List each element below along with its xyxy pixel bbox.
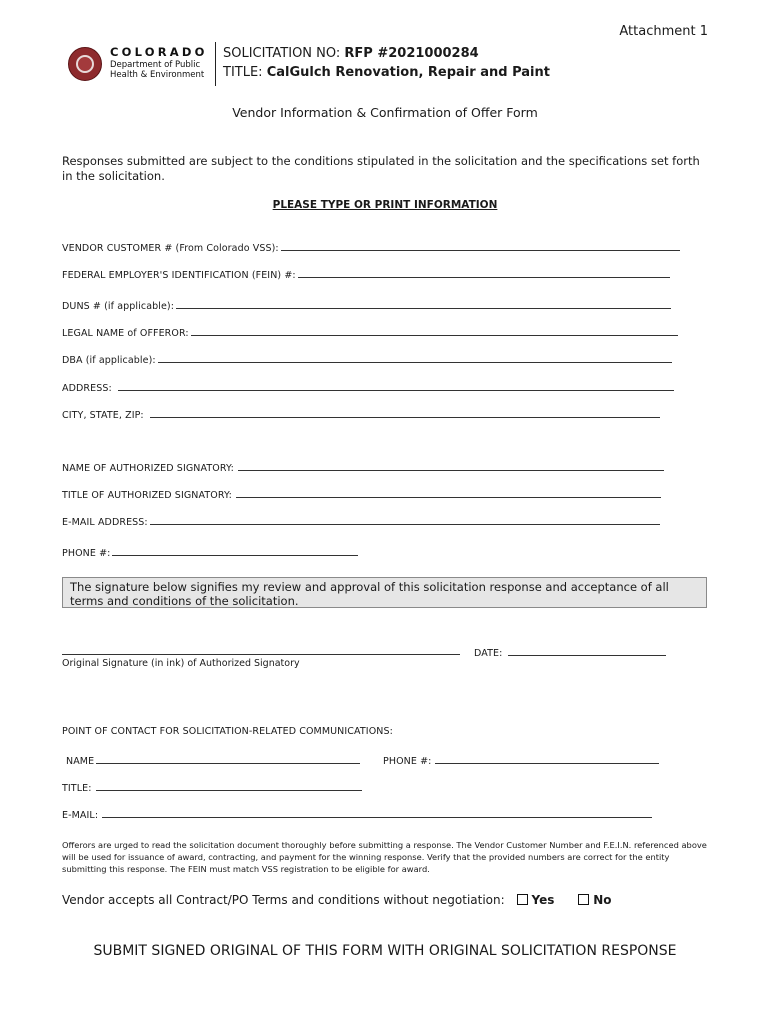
contact-phone-field — [383, 753, 659, 767]
signatory-name-input[interactable] — [238, 460, 664, 471]
no-label: No — [593, 893, 612, 907]
city-state-zip-field — [62, 407, 660, 421]
signatory-name-label: NAME OF AUTHORIZED SIGNATORY: — [62, 463, 234, 474]
fein-label: FEDERAL EMPLOYER'S IDENTIFICATION (FEIN) #: — [62, 270, 296, 281]
signature-caption: Original Signature (in ink) of Authorized Signatory — [62, 658, 300, 669]
solicitation-value: RFP #2021000284 — [344, 46, 479, 61]
date-label: DATE: — [474, 648, 503, 659]
contact-title-input[interactable] — [96, 780, 362, 791]
signature-notice-box: The signature below signifies my review and approval of this solicitation response and acceptance of all terms and conditions of the solicitation. — [62, 577, 707, 608]
acceptance-line — [62, 893, 612, 907]
address-input[interactable] — [118, 380, 674, 391]
city-state-zip-label: CITY, STATE, ZIP: — [62, 410, 144, 421]
signatory-phone-input[interactable] — [112, 545, 358, 556]
yes-label: Yes — [531, 893, 555, 907]
duns-field — [62, 298, 671, 312]
vendor-customer-input[interactable] — [281, 240, 680, 251]
contact-name-input[interactable] — [96, 753, 360, 764]
signatory-title-field — [62, 487, 661, 501]
signatory-email-input[interactable] — [150, 514, 660, 525]
contact-title-label: TITLE: — [62, 783, 92, 794]
intro-text: Responses submitted are subject to the conditions stipulated in the solicitation and the specifications set forth in the solicitation. — [62, 154, 700, 183]
signatory-title-input[interactable] — [236, 487, 661, 498]
form-title: Vendor Information & Confirmation of Offer Form — [232, 105, 538, 120]
submit-notice: SUBMIT SIGNED ORIGINAL OF THIS FORM WITH ORIGINAL SOLICITATION RESPONSE — [93, 943, 677, 959]
attachment-label: Attachment 1 — [619, 24, 708, 39]
solicitation-number-line — [223, 46, 479, 61]
logo-state-name: COLORADO — [110, 45, 208, 59]
cdphe-logo — [68, 45, 210, 85]
legal-name-input[interactable] — [191, 325, 678, 336]
solicitation-title-line — [223, 65, 550, 80]
signatory-email-label: E-MAIL ADDRESS: — [62, 517, 148, 528]
dba-input[interactable] — [158, 352, 672, 363]
solicitation-label: SOLICITATION NO: — [223, 46, 341, 61]
contact-title-field — [62, 780, 362, 794]
vendor-customer-label: VENDOR CUSTOMER # (From Colorado VSS): — [62, 243, 279, 254]
no-checkbox[interactable] — [578, 894, 589, 905]
logo-department — [110, 60, 204, 80]
contact-heading: POINT OF CONTACT FOR SOLICITATION-RELATED COMMUNICATIONS: — [62, 726, 393, 737]
contact-phone-input[interactable] — [435, 753, 659, 764]
duns-input[interactable] — [176, 298, 671, 309]
city-state-zip-input[interactable] — [150, 407, 660, 418]
contact-email-label: E-MAIL: — [62, 810, 99, 821]
contact-name-field — [66, 753, 360, 767]
duns-label: DUNS # (if applicable): — [62, 301, 175, 312]
title-label: TITLE: — [223, 65, 263, 80]
dba-field — [62, 352, 672, 366]
print-instruction: PLEASE TYPE OR PRINT INFORMATION — [272, 199, 498, 211]
signatory-phone-label: PHONE #: — [62, 548, 111, 559]
date-input[interactable] — [508, 645, 666, 656]
dba-label: DBA (if applicable): — [62, 355, 156, 366]
legal-name-label: LEGAL NAME of OFFEROR: — [62, 328, 189, 339]
acceptance-question: Vendor accepts all Contract/PO Terms and conditions without negotiation: — [62, 893, 505, 907]
contact-email-input[interactable] — [102, 807, 652, 818]
legal-name-field — [62, 325, 678, 339]
yes-checkbox[interactable] — [517, 894, 528, 905]
signatory-name-field — [62, 460, 664, 474]
state-seal-icon — [68, 47, 102, 81]
logo-dept-line1: Department of Public — [110, 60, 201, 70]
address-label: ADDRESS: — [62, 383, 112, 394]
signature-line[interactable] — [62, 654, 460, 655]
logo-dept-line2: Health & Environment — [110, 70, 205, 80]
offeror-notice: Offerors are urged to read the solicitation document thoroughly before submitting a response. The Vendor Customer Number and F.E.I.N. referenced above will be used for issuance of award, contracting, and payment for the winning response. Verify that the provided numbers are correct for the entity submitting this response. The FEIN must match VSS registration to be eligible for award. — [62, 840, 707, 874]
address-field — [62, 380, 674, 394]
signatory-phone-field — [62, 545, 358, 559]
fein-input[interactable] — [298, 267, 670, 278]
signatory-title-label: TITLE OF AUTHORIZED SIGNATORY: — [62, 490, 232, 501]
fein-field — [62, 267, 670, 281]
title-value: CalGulch Renovation, Repair and Paint — [266, 65, 550, 80]
date-field — [474, 645, 666, 659]
vendor-customer-field — [62, 240, 680, 254]
contact-name-label: NAME — [66, 756, 95, 767]
signatory-email-field — [62, 514, 660, 528]
contact-email-field — [62, 807, 652, 821]
logo-divider — [215, 42, 216, 86]
contact-phone-label: PHONE #: — [383, 756, 432, 767]
